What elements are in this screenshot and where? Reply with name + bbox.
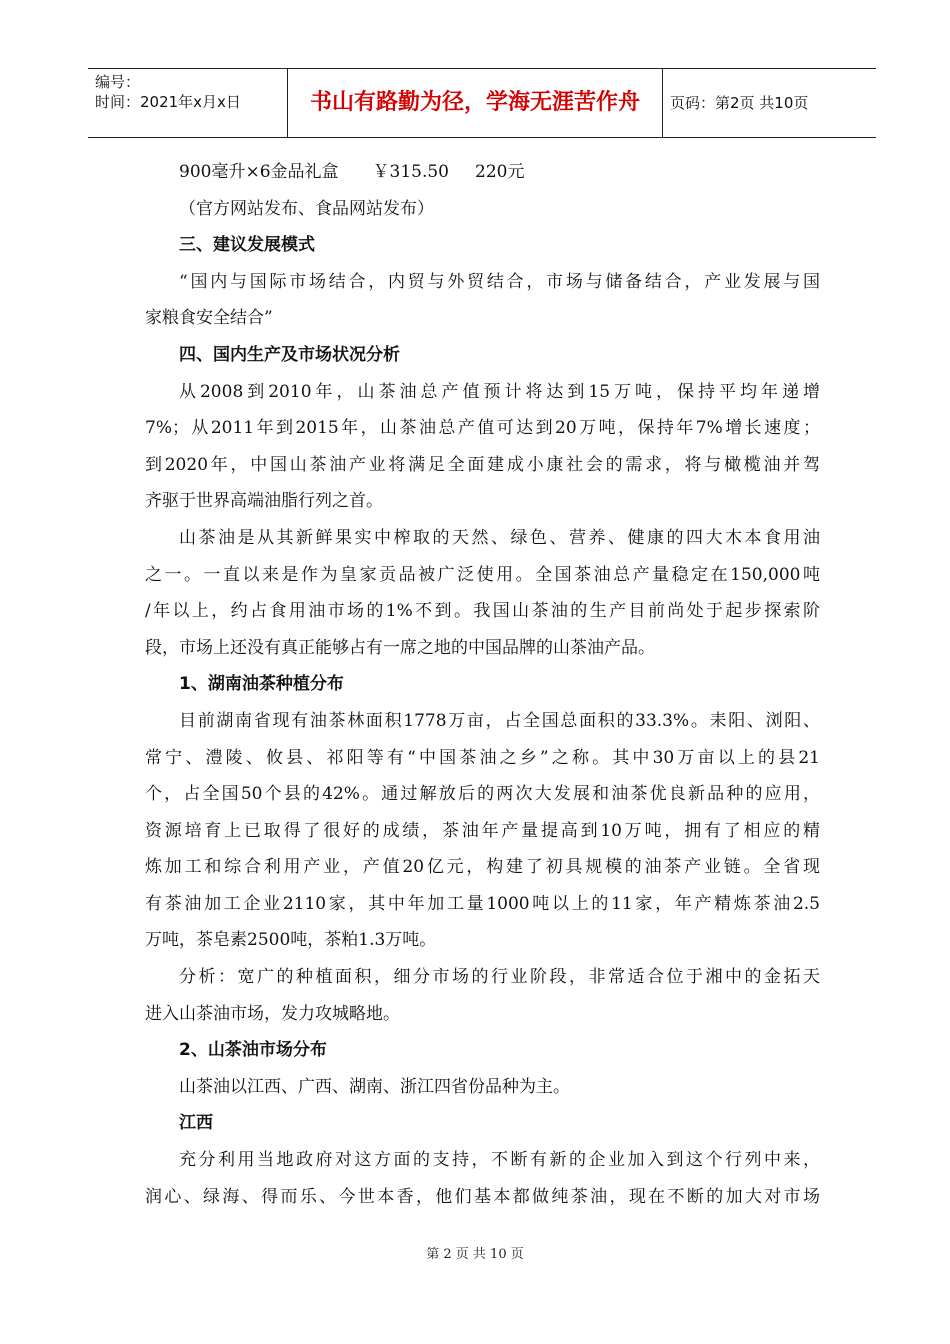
section-heading: 四、国内生产及市场状况分析 [179, 344, 400, 365]
document-header [88, 68, 876, 138]
product-price: ￥315.50 [372, 162, 449, 182]
text-line: 之一。一直以来是作为皇家贡品被广泛使用。全国茶油总产量稳定在150,000吨 [145, 564, 820, 585]
text-line: 有茶油加工企业2110家，其中年加工量1000吨以上的11家，年产精炼茶油2.5 [145, 893, 820, 914]
text-line: 常宁、澧陵、攸县、祁阳等有“中国茶油之乡”之称。其中30万亩以上的县21 [145, 747, 820, 768]
text-line: 炼加工和综合利用产业，产值20亿元，构建了初具规模的油茶产业链。全省现 [145, 857, 820, 878]
text-line: 到2020年，中国山茶油产业将满足全面建成小康社会的需求，将与橄榄油并驾 [145, 454, 820, 475]
text-line: 万吨，茶皂素2500吨，茶粕1.3万吨。 [145, 930, 437, 951]
text-line: 润心、绿海、得而乐、今世本香，他们基本都做纯茶油，现在不断的加大对市场 [145, 1186, 820, 1207]
number-label: 编号： [95, 73, 141, 91]
section-heading: 2、山茶油市场分布 [179, 1040, 327, 1061]
header-slogan: 书山有路勤为径，学海无涯苦作舟 [287, 69, 663, 137]
time-label: 时间：2021年x月x日 [95, 93, 241, 111]
text-line: 家粮食安全结合” [145, 308, 273, 329]
section-heading: 1、湖南油茶种植分布 [179, 674, 344, 695]
text-line: “国内与国际市场结合，内贸与外贸结合，市场与储备结合，产业发展与国 [179, 271, 820, 292]
paragraph-lines [145, 191, 820, 1216]
text-line: 山茶油以江西、广西、湖南、浙江四省份品种为主。 [179, 1076, 570, 1097]
text-line: 山茶油是从其新鲜果实中榨取的天然、绿色、营养、健康的四大木本食用油 [179, 527, 820, 548]
text-line: 7%；从2011年到2015年，山茶油总产值可达到20万吨，保持年7%增长速度； [145, 418, 820, 439]
text-line: （官方网站发布、食品网站发布） [179, 198, 434, 219]
page-footer: 第 2 页 共 10 页 [426, 1247, 524, 1262]
header-page-info: 页码：第2页 共10页 [670, 94, 809, 112]
text-line: 充分利用当地政府对这方面的支持，不断有新的企业加入到这个行列中来， [179, 1150, 820, 1171]
price-row [145, 154, 820, 191]
header-meta [88, 69, 287, 137]
document-body [145, 154, 820, 1215]
product-name: 900毫升×6金品礼盒 [179, 162, 339, 182]
text-line: /年以上，约占食用油市场的1%不到。我国山茶油的生产目前尚处于起步探索阶 [145, 601, 820, 622]
text-line: 齐驱于世界高端油脂行列之首。 [145, 491, 383, 512]
section-heading: 三、建议发展模式 [179, 235, 315, 256]
text-line: 分析：宽广的种植面积，细分市场的行业阶段，非常适合位于湘中的金拓天 [179, 967, 820, 988]
text-line: 从2008到2010年，山茶油总产值预计将达到15万吨，保持平均年递增 [179, 381, 820, 402]
text-line: 资源培育上已取得了很好的成绩，茶油年产量提高到10万吨，拥有了相应的精 [145, 820, 820, 841]
text-line: 目前湖南省现有油茶林面积1778万亩，占全国总面积的33.3%。耒阳、浏阳、 [179, 710, 820, 731]
text-line: 个，占全国50个县的42%。通过解放后的两次大发展和油茶优良新品种的应用， [145, 784, 820, 805]
text-line: 段，市场上还没有真正能够占有一席之地的中国品牌的山茶油产品。 [145, 637, 655, 658]
product-price-2: 220元 [475, 162, 525, 182]
text-line: 进入山茶油市场，发力攻城略地。 [145, 1003, 400, 1024]
section-heading: 江西 [179, 1113, 213, 1134]
